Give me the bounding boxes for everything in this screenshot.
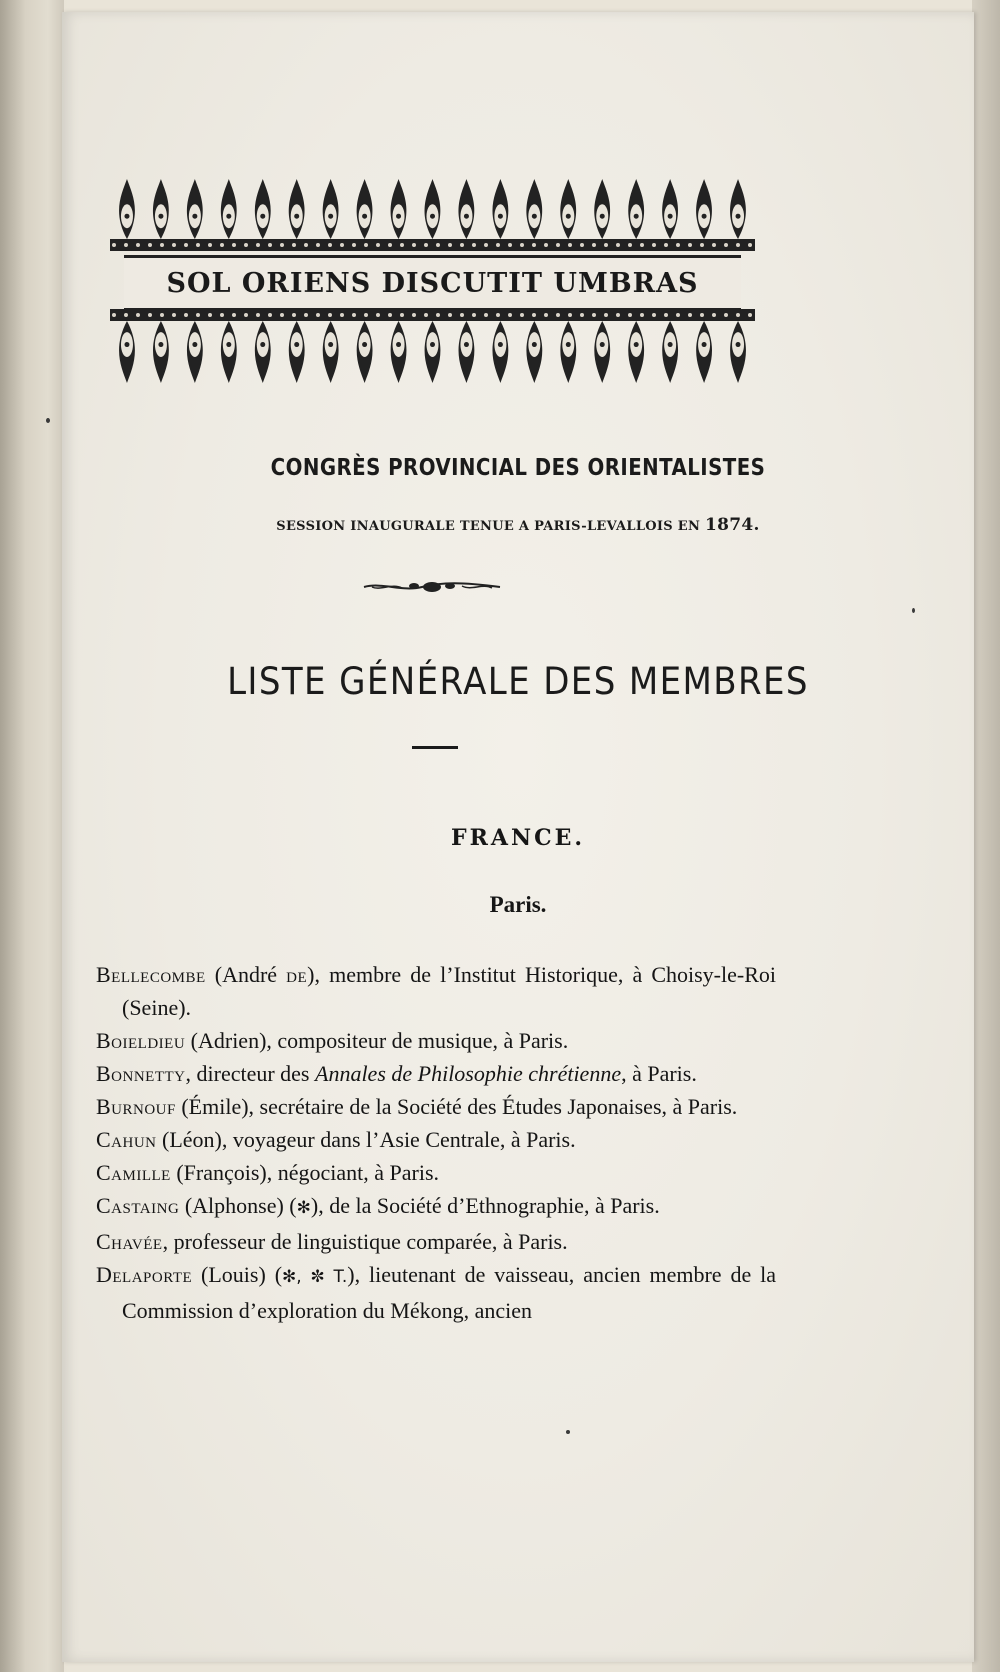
member-entry: Burnouf (Émile), secrétaire de la Société des Études Japonaises, à Paris. <box>96 1094 738 1119</box>
ornament-bead <box>340 313 344 317</box>
ornamental-headpiece <box>110 173 755 388</box>
ornament-bead <box>244 313 248 317</box>
ornament-bead <box>652 243 656 247</box>
ornament-bead <box>376 243 380 247</box>
decoration-symbol: ✻ <box>296 1198 311 1218</box>
ornament-drop <box>323 321 339 383</box>
ornament-bead <box>676 313 680 317</box>
page-stack-edge <box>972 0 1000 1672</box>
ornament-bead <box>556 313 560 317</box>
ornament-bead <box>592 243 596 247</box>
ornament-bead <box>112 313 116 317</box>
ornament-bead <box>304 243 308 247</box>
ornament-bead <box>268 243 272 247</box>
ornament-bead <box>604 313 608 317</box>
ornament-bead <box>628 243 632 247</box>
ornament-band <box>110 239 755 251</box>
ornament-bead <box>388 243 392 247</box>
ornament-bead <box>424 243 428 247</box>
ornament-drop <box>662 321 678 383</box>
ornament-drop <box>492 321 508 383</box>
ornament-bead <box>520 243 524 247</box>
ornament-bead <box>496 243 500 247</box>
members-list <box>96 958 776 1327</box>
ornament-drop <box>357 321 373 383</box>
ornament-drop <box>221 179 237 239</box>
ornament-bead <box>664 243 668 247</box>
ornament-bead <box>700 313 704 317</box>
ornament-drop <box>425 321 441 383</box>
ornament-drop <box>730 321 746 383</box>
ornament-bead <box>484 243 488 247</box>
ornament-bead <box>124 243 128 247</box>
ornament-drop <box>255 321 271 383</box>
ornament-bead <box>124 313 128 317</box>
session-text: SESSION INAUGURALE TENUE A PARIS-LEVALLOIS EN <box>276 519 705 534</box>
ornament-bead <box>424 313 428 317</box>
ornament-bead <box>388 313 392 317</box>
member-entry: Cahun (Léon), voyageur dans l’Asie Centrale, à Paris. <box>96 1127 576 1152</box>
ornament-bead <box>316 313 320 317</box>
ornament-bead <box>484 313 488 317</box>
ornament-bead <box>688 243 692 247</box>
ornament-bead <box>712 313 716 317</box>
ornament-bead <box>436 243 440 247</box>
ornament-bead <box>748 243 752 247</box>
decoration-symbol: ✻, ✼ T. <box>282 1267 348 1287</box>
ornament-bead <box>580 243 584 247</box>
motto-band <box>124 255 741 311</box>
page-title: LISTE GÉNÉRALE DES MEMBRES <box>227 660 809 703</box>
ornament-bead <box>400 243 404 247</box>
ornament-bead <box>736 313 740 317</box>
member-entry: Chavée, professeur de linguistique comparée, à Paris. <box>96 1229 568 1254</box>
ornament-drop <box>391 179 407 239</box>
ornament-bead <box>580 313 584 317</box>
ink-speck <box>912 608 915 613</box>
ornament-bead <box>568 313 572 317</box>
ornament-drop <box>221 321 237 383</box>
previous-page-edge <box>0 0 64 1672</box>
ornament-bead <box>184 243 188 247</box>
ornament-bead <box>700 243 704 247</box>
ornament-bead <box>172 243 176 247</box>
ornament-bead <box>568 243 572 247</box>
city-heading: Paris. <box>489 892 547 917</box>
member-entry: Bonnetty, directeur des Annales de Philosophie chrétienne, à Paris. <box>96 1061 697 1086</box>
ornament-bead <box>592 313 596 317</box>
ornament-bead <box>280 313 284 317</box>
ornament-bead <box>496 313 500 317</box>
ornament-drop <box>560 321 576 383</box>
ornament-bead <box>364 313 368 317</box>
ornament-bead <box>256 313 260 317</box>
member-entry: Bellecombe (André de), membre de l’Institut Historique, à Choisy-le-Roi (Seine). <box>96 962 776 1020</box>
ornament-bead <box>136 313 140 317</box>
member-entry: Boieldieu (Adrien), compositeur de musique, à Paris. <box>96 1028 569 1053</box>
ornament-bead <box>208 313 212 317</box>
country-heading: FRANCE. <box>450 825 586 851</box>
ornament-bead <box>328 243 332 247</box>
ornament-bead <box>748 313 752 317</box>
ornament-drop <box>594 321 610 383</box>
ornament-bead <box>292 243 296 247</box>
ornament-bead <box>352 243 356 247</box>
ornament-bead <box>556 243 560 247</box>
motto: SOL ORIENS DISCUTIT UMBRAS <box>166 267 699 299</box>
ornament-bead <box>280 243 284 247</box>
ornament-drop <box>459 179 475 239</box>
ornament-bead <box>316 243 320 247</box>
member-name: Camille <box>96 1160 171 1185</box>
ornament-drop <box>492 179 508 239</box>
ornament-bead <box>532 243 536 247</box>
ornament-bead <box>184 313 188 317</box>
member-entry: Camille (François), négociant, à Paris. <box>96 1160 440 1185</box>
ornament-bead <box>196 313 200 317</box>
ornament-bead <box>712 243 716 247</box>
member-name: Burnouf <box>96 1094 176 1119</box>
ornament-bead <box>232 243 236 247</box>
ornament-bead <box>664 313 668 317</box>
ornament-bead <box>136 243 140 247</box>
ornament-bead <box>724 243 728 247</box>
ornament-bead <box>148 313 152 317</box>
ornament-bead <box>208 243 212 247</box>
ornament-drop <box>153 179 169 239</box>
ornament-bead <box>616 243 620 247</box>
member-name: Chavée <box>96 1229 163 1254</box>
ornament-bead <box>160 313 164 317</box>
ornament-drop <box>289 321 305 383</box>
ornament-drop <box>526 321 542 383</box>
ornament-bead <box>364 243 368 247</box>
ornament-bead <box>412 313 416 317</box>
ornament-bead <box>448 313 452 317</box>
ornament-bead <box>676 243 680 247</box>
ornament-bead <box>688 313 692 317</box>
ornament-bead <box>376 313 380 317</box>
ornament-bead <box>244 243 248 247</box>
ornament-bead <box>604 243 608 247</box>
ornament-bead <box>400 313 404 317</box>
ornament-bead <box>148 243 152 247</box>
ornament-bead <box>724 313 728 317</box>
ornament-bead <box>292 313 296 317</box>
ornament-drop <box>696 321 712 383</box>
ornament-bead <box>544 313 548 317</box>
ornament-bead <box>508 243 512 247</box>
ornament-bead <box>640 243 644 247</box>
member-name: Delaporte <box>96 1262 193 1287</box>
ornament-bead <box>460 313 464 317</box>
member-name: Castaing <box>96 1193 180 1218</box>
ornament-bead <box>352 313 356 317</box>
ornament-bead <box>160 243 164 247</box>
session-year: 1874. <box>705 515 760 535</box>
member-name: Boieldieu <box>96 1028 186 1053</box>
ornament-bead <box>460 243 464 247</box>
ornament-drop <box>187 179 203 239</box>
ornament-bead <box>520 313 524 317</box>
ornament-drop <box>696 179 712 239</box>
ink-speck <box>566 1430 570 1434</box>
ornament-bead <box>544 243 548 247</box>
ornament-drop <box>119 321 135 383</box>
ornament-bead <box>304 313 308 317</box>
ornament-bead <box>616 313 620 317</box>
member-entry: Castaing (Alphonse) (✻), de la Société d’Ethnographie, à Paris. <box>96 1193 660 1218</box>
session-line <box>62 515 974 535</box>
ornament-drop <box>628 179 644 239</box>
ornament-bead <box>448 243 452 247</box>
ornament-drop <box>662 179 678 239</box>
ornament-drop <box>628 321 644 383</box>
ornament-bead <box>256 243 260 247</box>
ornament-drop <box>425 179 441 239</box>
ornament-bead <box>112 243 116 247</box>
ornament-drop <box>255 179 271 239</box>
ornament-drop <box>594 179 610 239</box>
ornament-bead <box>640 313 644 317</box>
ornament-bead <box>532 313 536 317</box>
ornament-bead <box>220 313 224 317</box>
ornament-bead <box>652 313 656 317</box>
ornament-drop <box>730 179 746 239</box>
ornament-drop <box>289 179 305 239</box>
ornament-drop <box>459 321 475 383</box>
ornament-drop <box>187 321 203 383</box>
member-entry: Delaporte (Louis) (✻, ✼ T.), lieutenant de vaisseau, ancien membre de la Commission d’exploration du Mékong, ancien <box>96 1262 776 1323</box>
ornament-bead <box>172 313 176 317</box>
ornament-bead <box>328 313 332 317</box>
ornament-bead <box>508 313 512 317</box>
member-name: Bonnetty <box>96 1061 186 1086</box>
ornament-drop <box>119 179 135 239</box>
ornament-bead <box>196 243 200 247</box>
ornament-drop <box>357 179 373 239</box>
ink-speck <box>46 418 50 423</box>
fleuron-ornament <box>362 580 502 594</box>
ornament-bead <box>340 243 344 247</box>
ornament-bead <box>268 313 272 317</box>
ornament-bead <box>628 313 632 317</box>
congress-title: CONGRÈS PROVINCIAL DES ORIENTALISTES <box>270 455 766 481</box>
ornament-bead <box>232 313 236 317</box>
ornament-drop <box>153 321 169 383</box>
ornament-drop <box>526 179 542 239</box>
ornament-bead <box>412 243 416 247</box>
ornament-drop <box>323 179 339 239</box>
member-name: Bellecombe <box>96 962 206 987</box>
ornament-bead <box>472 313 476 317</box>
ornament-bead <box>736 243 740 247</box>
ornament-bead <box>220 243 224 247</box>
ornament-bead <box>436 313 440 317</box>
member-name: Cahun <box>96 1127 157 1152</box>
ornament-drop <box>391 321 407 383</box>
ornament-bead <box>472 243 476 247</box>
ornament-drop <box>560 179 576 239</box>
title-rule <box>412 746 458 749</box>
